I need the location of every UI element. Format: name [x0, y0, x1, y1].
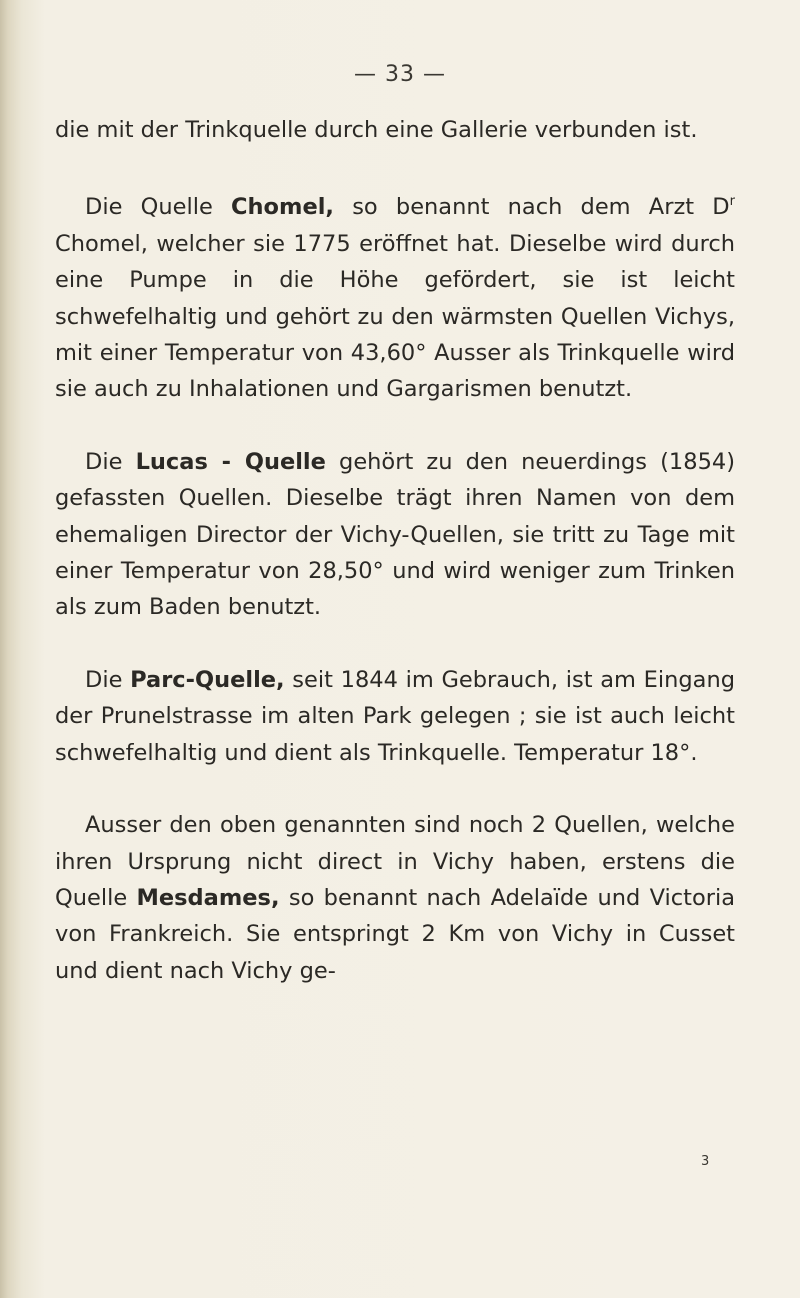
paragraph-text: seit 1844 im Gebrauch, ist am Eingang der Prunelstrasse im alten Park gelegen ; sie ist auch leicht schwefelhaltig und dient als Trinkquelle. Temperatur 18°.: [55, 666, 735, 766]
paragraph-text: die mit der Trinkquelle durch eine Gallerie verbunden ist.: [55, 117, 698, 143]
paragraph-mesdames: [55, 807, 735, 989]
spring-name-parc: Parc-Quelle,: [130, 666, 285, 693]
signature-mark: 3: [701, 1154, 710, 1169]
paragraph-text: Ausser den oben genannten sind noch 2 Quellen, welche ihren Ursprung nicht direct in Vichy haben, erstens die Quelle: [55, 812, 735, 911]
paragraph-text: Chomel, welcher sie 1775 eröffnet hat. Dieselbe wird durch eine Pumpe in die Höhe gefördert, sie ist leicht schwefelhaltig und gehört zu den wärmsten Quellen Vichys, mit einer Temperatur von 43,60° Ausser als Trinkquelle wird sie auch zu Inhalationen und Gargarismen benutzt.: [55, 230, 735, 403]
paragraph-text: Die Quelle: [85, 194, 232, 221]
paragraph-chomel: [55, 184, 735, 407]
spring-name-lucas: Lucas - Quelle: [135, 448, 326, 475]
spring-name-mesdames: Mesdames,: [136, 884, 280, 911]
paragraph-lucas: [55, 444, 735, 626]
paragraph-text: Die: [85, 448, 136, 475]
paragraph-text: so benannt nach Adelaïde und Victoria von Frankreich. Sie entspringt 2 Km von Vichy in Cusset und dient nach Vichy ge-: [55, 884, 735, 984]
paragraph-text: Die: [85, 666, 131, 693]
paragraph-parc: [55, 662, 735, 771]
superscript: r: [729, 194, 735, 210]
paragraph-text: gehört zu den neuerdings (1854) gefassten Quellen. Dieselbe trägt ihren Namen von dem ehemaligen Director der Vichy-Quellen, sie tritt zu Tage mit einer Temperatur von 28,50° und wird weniger zum Trinken als zum Baden benutzt.: [55, 448, 735, 621]
page-body: [55, 112, 735, 989]
spring-name-chomel: Chomel,: [231, 194, 334, 221]
paragraph-text: so benannt nach dem Arzt D: [333, 194, 730, 221]
page-number: — 33 —: [354, 62, 446, 87]
paragraph-continuation: [55, 112, 735, 148]
